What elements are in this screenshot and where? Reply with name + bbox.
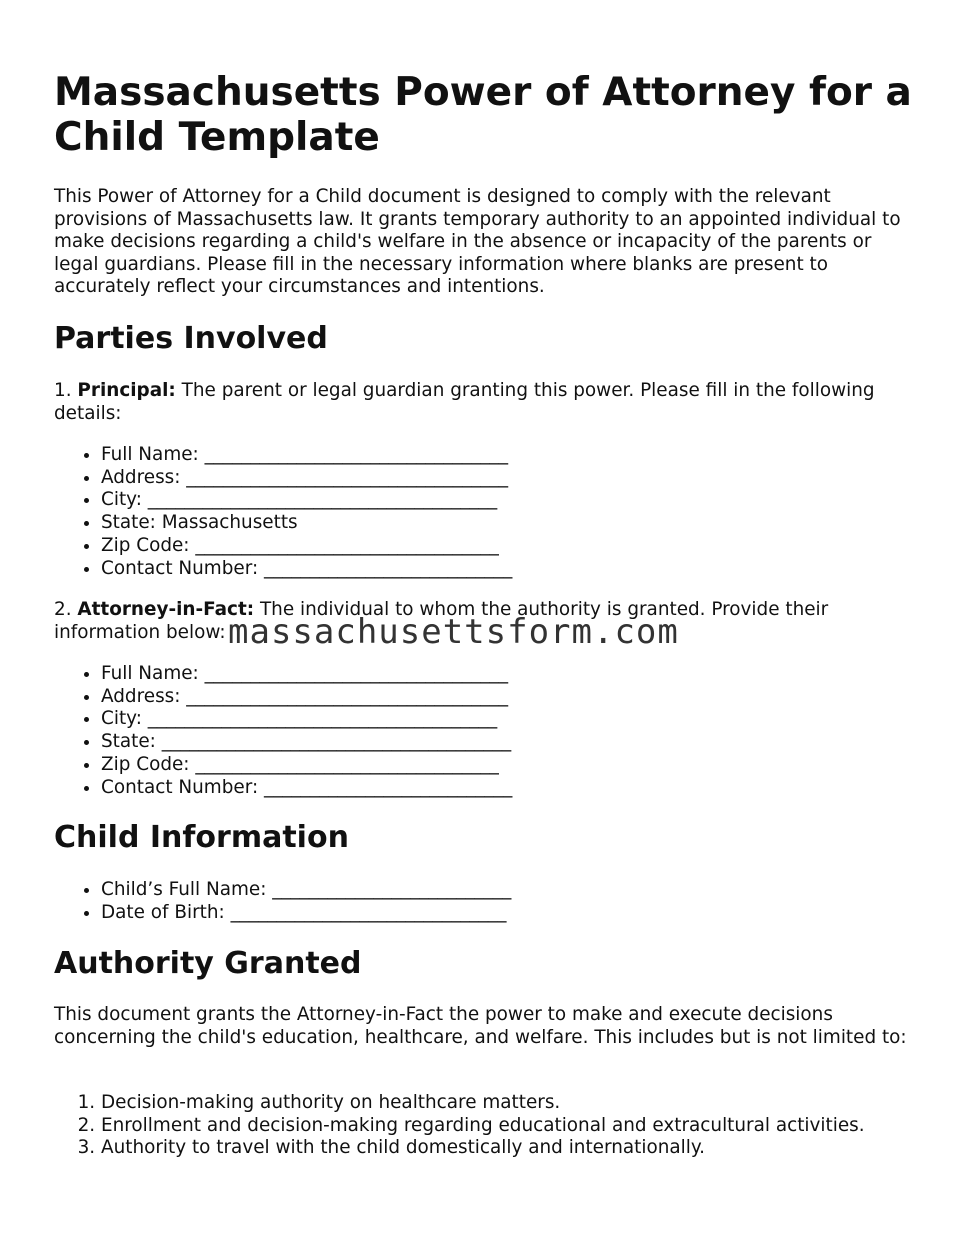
document-title: Massachusetts Power of Attorney for a Child Template [54, 70, 912, 160]
attorney-city-field[interactable]: • City: ______________________________________ [101, 708, 512, 731]
principal-zip-field[interactable]: • Zip Code: _________________________________ [101, 535, 512, 558]
principal-full-name-field[interactable]: • Full Name: _________________________________ [101, 444, 512, 467]
principal-city-field[interactable]: • City: ______________________________________ [101, 489, 512, 512]
principal-number: 1. [54, 380, 72, 401]
attorney-address-field[interactable]: • Address: ___________________________________ [101, 686, 512, 709]
child-dob-field[interactable]: • Date of Birth: ______________________________ [101, 902, 511, 925]
intro-paragraph: This Power of Attorney for a Child document is designed to comply with the relevant provisions of Massachusetts law. It grants temporary authority to an appointed individual to make decisions regarding a child's welfare in the absence or incapacity of the parents or legal guardians. Please fill in the necessary information where blanks are present to accurately reflect your circumstances and intentions. [54, 186, 901, 297]
principal-paragraph [54, 380, 914, 425]
principal-address-field[interactable]: • Address: ___________________________________ [101, 467, 512, 490]
attorney-description: The individual to whom the authority is granted. Provide their information below: [54, 599, 829, 643]
principal-description: The parent or legal guardian granting this power. Please fill in the following details: [54, 380, 875, 424]
authority-items-list [101, 1092, 865, 1160]
principal-state-field: • State: Massachusetts [101, 512, 512, 535]
attorney-label: Attorney-in-Fact: [77, 599, 255, 620]
attorney-state-field[interactable]: • State: ______________________________________ [101, 731, 512, 754]
authority-heading: Authority Granted [54, 946, 362, 981]
authority-paragraph: This document grants the Attorney-in-Fact the power to make and execute decisions concerning the child's education, healthcare, and welfare. This includes but is not limited to: [54, 1004, 907, 1048]
watermark: massachusettsform.com [228, 612, 679, 652]
attorney-zip-field[interactable]: • Zip Code: _________________________________ [101, 754, 512, 777]
attorney-fields-list [101, 663, 512, 799]
principal-fields-list [101, 444, 512, 580]
principal-contact-field[interactable]: • Contact Number: ___________________________ [101, 558, 512, 581]
attorney-full-name-field[interactable]: • Full Name: _________________________________ [101, 663, 512, 686]
child-full-name-field[interactable]: • Child’s Full Name: __________________________ [101, 879, 511, 902]
principal-label: Principal: [77, 380, 176, 401]
attorney-contact-field[interactable]: • Contact Number: ___________________________ [101, 777, 512, 800]
attorney-number: 2. [54, 599, 72, 620]
authority-item: 1. Decision-making authority on healthcare matters. [101, 1092, 865, 1115]
authority-item: 2. Enrollment and decision-making regarding educational and extracultural activities. [101, 1115, 865, 1138]
child-heading: Child Information [54, 820, 349, 855]
authority-item: 3. Authority to travel with the child domestically and internationally. [101, 1137, 865, 1160]
child-fields-list [101, 879, 511, 924]
parties-heading: Parties Involved [54, 321, 328, 356]
